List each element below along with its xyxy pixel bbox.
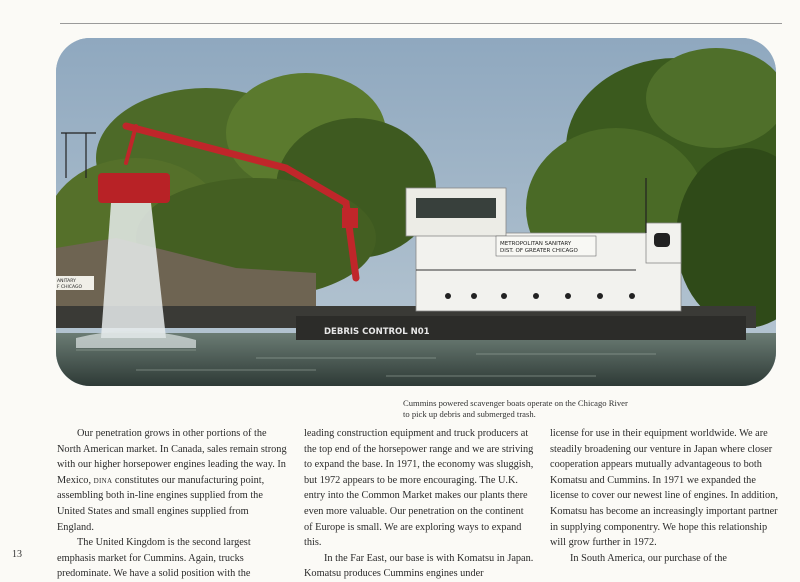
page-number: 13 [12, 549, 22, 560]
text-column-1 [57, 426, 287, 582]
text-column-3 [550, 426, 780, 566]
photo-caption [403, 398, 693, 419]
left-sign-line2: F CHICAGO [57, 285, 83, 290]
col1-p1-text-a: Our penetration grows in other portions of the North American market. In Canada, sales remain strong with our higher horsepower engines leading the way. In Mexico, [57, 428, 287, 486]
scavenger-boat-photo [56, 38, 776, 386]
col3-paragraph-2: In South America, our purchase of the [570, 552, 727, 564]
col1-p1-text-b: constitutes our manufacturing point, assembling both in-line engines supplied from the United States and small engines supplied from England. [57, 474, 265, 533]
caption-line-2: to pick up debris and submerged trash. [403, 408, 536, 419]
dina-acronym: dina [93, 474, 113, 486]
col2-paragraph-1: leading construction equipment and truck producers at the top end of the horsepower range and we are striving to expand the base. In 1971, the economy was sluggish, but 1972 appears to be more encouraging. The U.K. entry into the Common Market makes our plants there even more valuable. Our penetration on the continent of Europe is small. We are exploring ways to expand this. [304, 428, 534, 549]
crane-bucket [98, 173, 170, 203]
col3-paragraph-1: license for use in their equipment worldwide. We are steadily broadening our venture in Japan where closer cooperation appears mutually advantageous to both Komatsu and Cummins. In 1971 we expanded the license to cover our newest line of engines. In addition, Komatsu has become an increasingly important partner in supplying componentry. We hope this relationship will grow further in 1972. [550, 428, 778, 549]
col2-paragraph-2: In the Far East, our base is with Komatsu in Japan. Komatsu produces Cummins engines under [304, 552, 534, 580]
header-rule [60, 23, 782, 24]
boat-sign-line1: METROPOLITAN SANITARY [500, 241, 572, 247]
text-column-2 [304, 426, 534, 582]
photo-illustration [56, 38, 776, 386]
left-sign-line1: ANITARY [57, 279, 76, 284]
caption-line-1: Cummins powered scavenger boats operate on the Chicago River [403, 398, 628, 408]
col1-paragraph-1 [57, 426, 287, 535]
col1-paragraph-2: The United Kingdom is the second largest emphasis market for Cummins. Again, trucks predominate. We have a solid position with the [57, 537, 251, 580]
boat-name-text: DEBRIS CONTROL N01 [324, 327, 430, 337]
boat-sign-line2: DIST. OF GREATER CHICAGO [500, 248, 578, 254]
